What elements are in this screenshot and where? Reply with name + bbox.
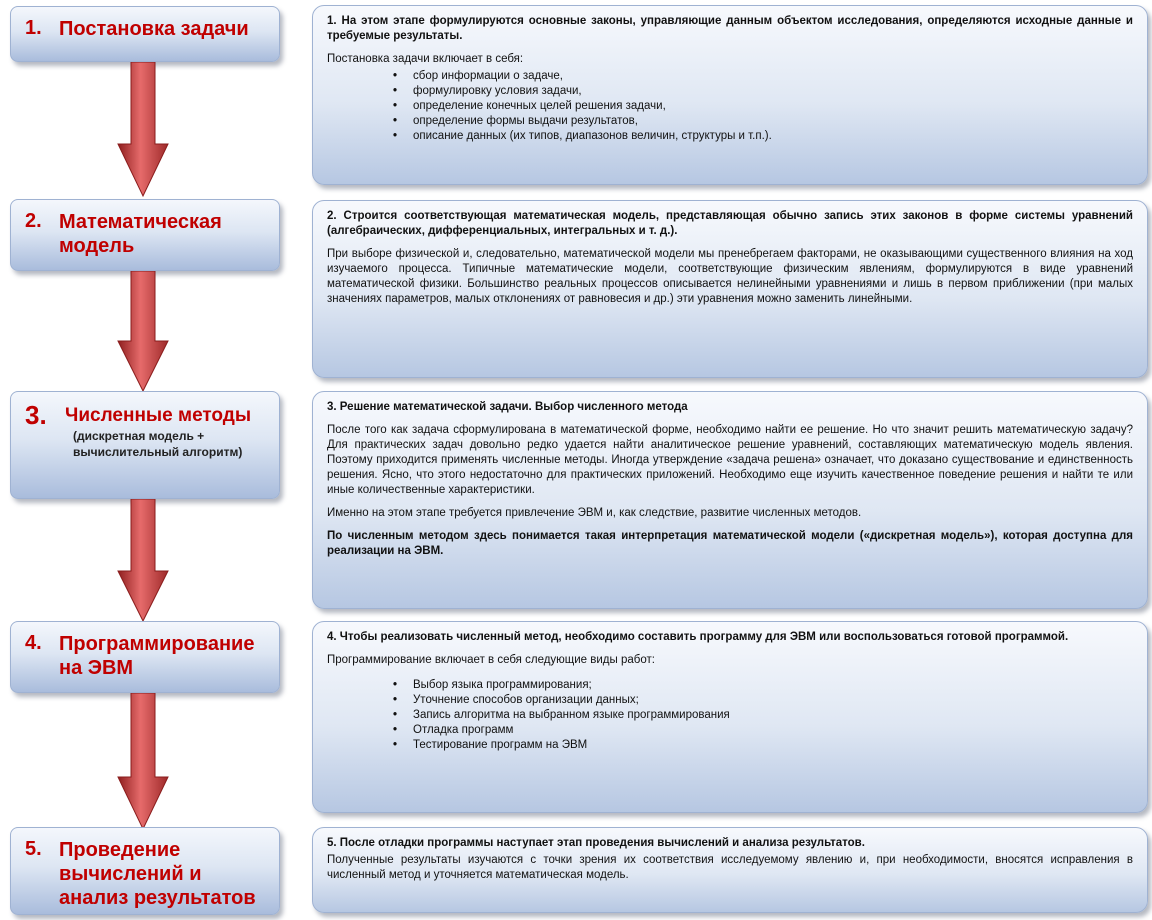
stage-3-paragraph-2: Именно на этом этапе требуется привлечение ЭВМ и, как следствие, развитие численных методов. [327, 507, 862, 519]
stage-2-title: Математическая модель [59, 211, 222, 257]
stage-4-list [327, 678, 1133, 753]
list-item: • Отладка программ [327, 723, 1133, 738]
list-item: • Выбор языка программирования; [327, 678, 1133, 693]
list-item: • сбор информации о задаче, [327, 69, 1133, 84]
stage-2-lead: 2. Строится соответствующая математическая модель, представляющая обычно запись этих законов в форме системы уравнений (алгебраических, дифференциальных, интегральных и т. д.). [327, 210, 1133, 237]
stage-3-box [10, 391, 280, 499]
stage-3-paragraph-1: После того как задача сформулирована в математической форме, необходимо найти ее решение. Но что значит решить математическую задачу? Для практических задач довольно редко удается найти аналитическое решение уравнений, составляющих математическую модель явления. Поэтому приходится применять численные методы. Иногда утверждение «задача решена» означает, что доказано существование и единственность решения. Ясно, что этого недостаточно для практических приложений. Необходимо еще изучить качественное поведение решения и найти те или иные количественные характеристики. [327, 424, 1133, 496]
list-item: • описание данных (их типов, диапазонов величин, структуры и т.п.). [327, 129, 1133, 144]
stage-2-description [312, 200, 1148, 378]
down-arrow-2 [116, 271, 170, 393]
stage-3-title: Численные методы [65, 405, 252, 426]
stage-1-intro: Постановка задачи включает в себя: [327, 53, 524, 65]
stage-2-paragraph: При выборе физической и, следовательно, математической модели мы пренебрегаем факторами, не оказывающими существенного влияния на ход изучаемого процесса. Типичные математические модели, соответствующие физическим явлениям, формулируются в виде уравнений математической физики. Большинство реальных процессов описывается нелинейными уравнениями и лишь в первом приближении (при малых значениях параметров, малых отклонениях от равновесия и др.) эти уравнения можно заменить линейными. [327, 248, 1133, 305]
stage-5-paragraph: Полученные результаты изучаются с точки зрения их соответствия исследуемому явлению и, при необходимости, вносятся исправления в численный метод и уточняется математическая модель. [327, 854, 1133, 881]
stage-3-lead: 3. Решение математической задачи. Выбор численного метода [327, 401, 688, 413]
stage-4-box [10, 621, 280, 693]
stage-2-number: 2. [25, 210, 42, 232]
stage-5-title: Проведение вычислений и анализ результатов [59, 839, 256, 909]
down-arrow-3 [116, 499, 170, 623]
stage-4-title: Программирование на ЭВМ [59, 633, 255, 679]
list-item: • Уточнение способов организации данных; [327, 693, 1133, 708]
stage-5-lead: 5. После отладки программы наступает этап проведения вычислений и анализа результатов. [327, 837, 865, 849]
stage-3-number: 3. [25, 400, 47, 430]
stage-2-box [10, 199, 280, 271]
stage-4-number: 4. [25, 632, 42, 654]
list-item: • Тестирование программ на ЭВМ [327, 738, 1133, 753]
stage-3-subtitle: (дискретная модель + вычислительный алгоритм) [73, 429, 243, 459]
list-item: • формулировку условия задачи, [327, 84, 1133, 99]
stage-1-number: 1. [25, 17, 42, 39]
stage-4-description [312, 621, 1148, 813]
stage-4-intro: Программирование включает в себя следующие виды работ: [327, 654, 655, 666]
stage-1-box [10, 6, 280, 62]
list-item: • Запись алгоритма на выбранном языке программирования [327, 708, 1133, 723]
stage-3-paragraph-3: По численным методом здесь понимается такая интерпретация математической модели («дискретная модель»), которая доступна для реализации на ЭВМ. [327, 530, 1133, 557]
stage-3-description [312, 391, 1148, 609]
down-arrow-4 [116, 693, 170, 831]
stage-1-list [327, 69, 1133, 144]
stage-5-box [10, 827, 280, 915]
stage-5-number: 5. [25, 838, 42, 860]
list-item: • определение формы выдачи результатов, [327, 114, 1133, 129]
stage-1-lead: 1. На этом этапе формулируются основные законы, управляющие данным объектом исследования, определяются исходные данные и требуемые результаты. [327, 15, 1133, 42]
stage-5-description [312, 827, 1148, 913]
down-arrow-1 [116, 62, 170, 198]
stage-4-lead: 4. Чтобы реализовать численный метод, необходимо составить программу для ЭВМ или воспользоваться готовой программой. [327, 631, 1069, 643]
stage-1-description [312, 5, 1148, 185]
list-item: • определение конечных целей решения задачи, [327, 99, 1133, 114]
stage-1-title: Постановка задачи [59, 18, 249, 40]
